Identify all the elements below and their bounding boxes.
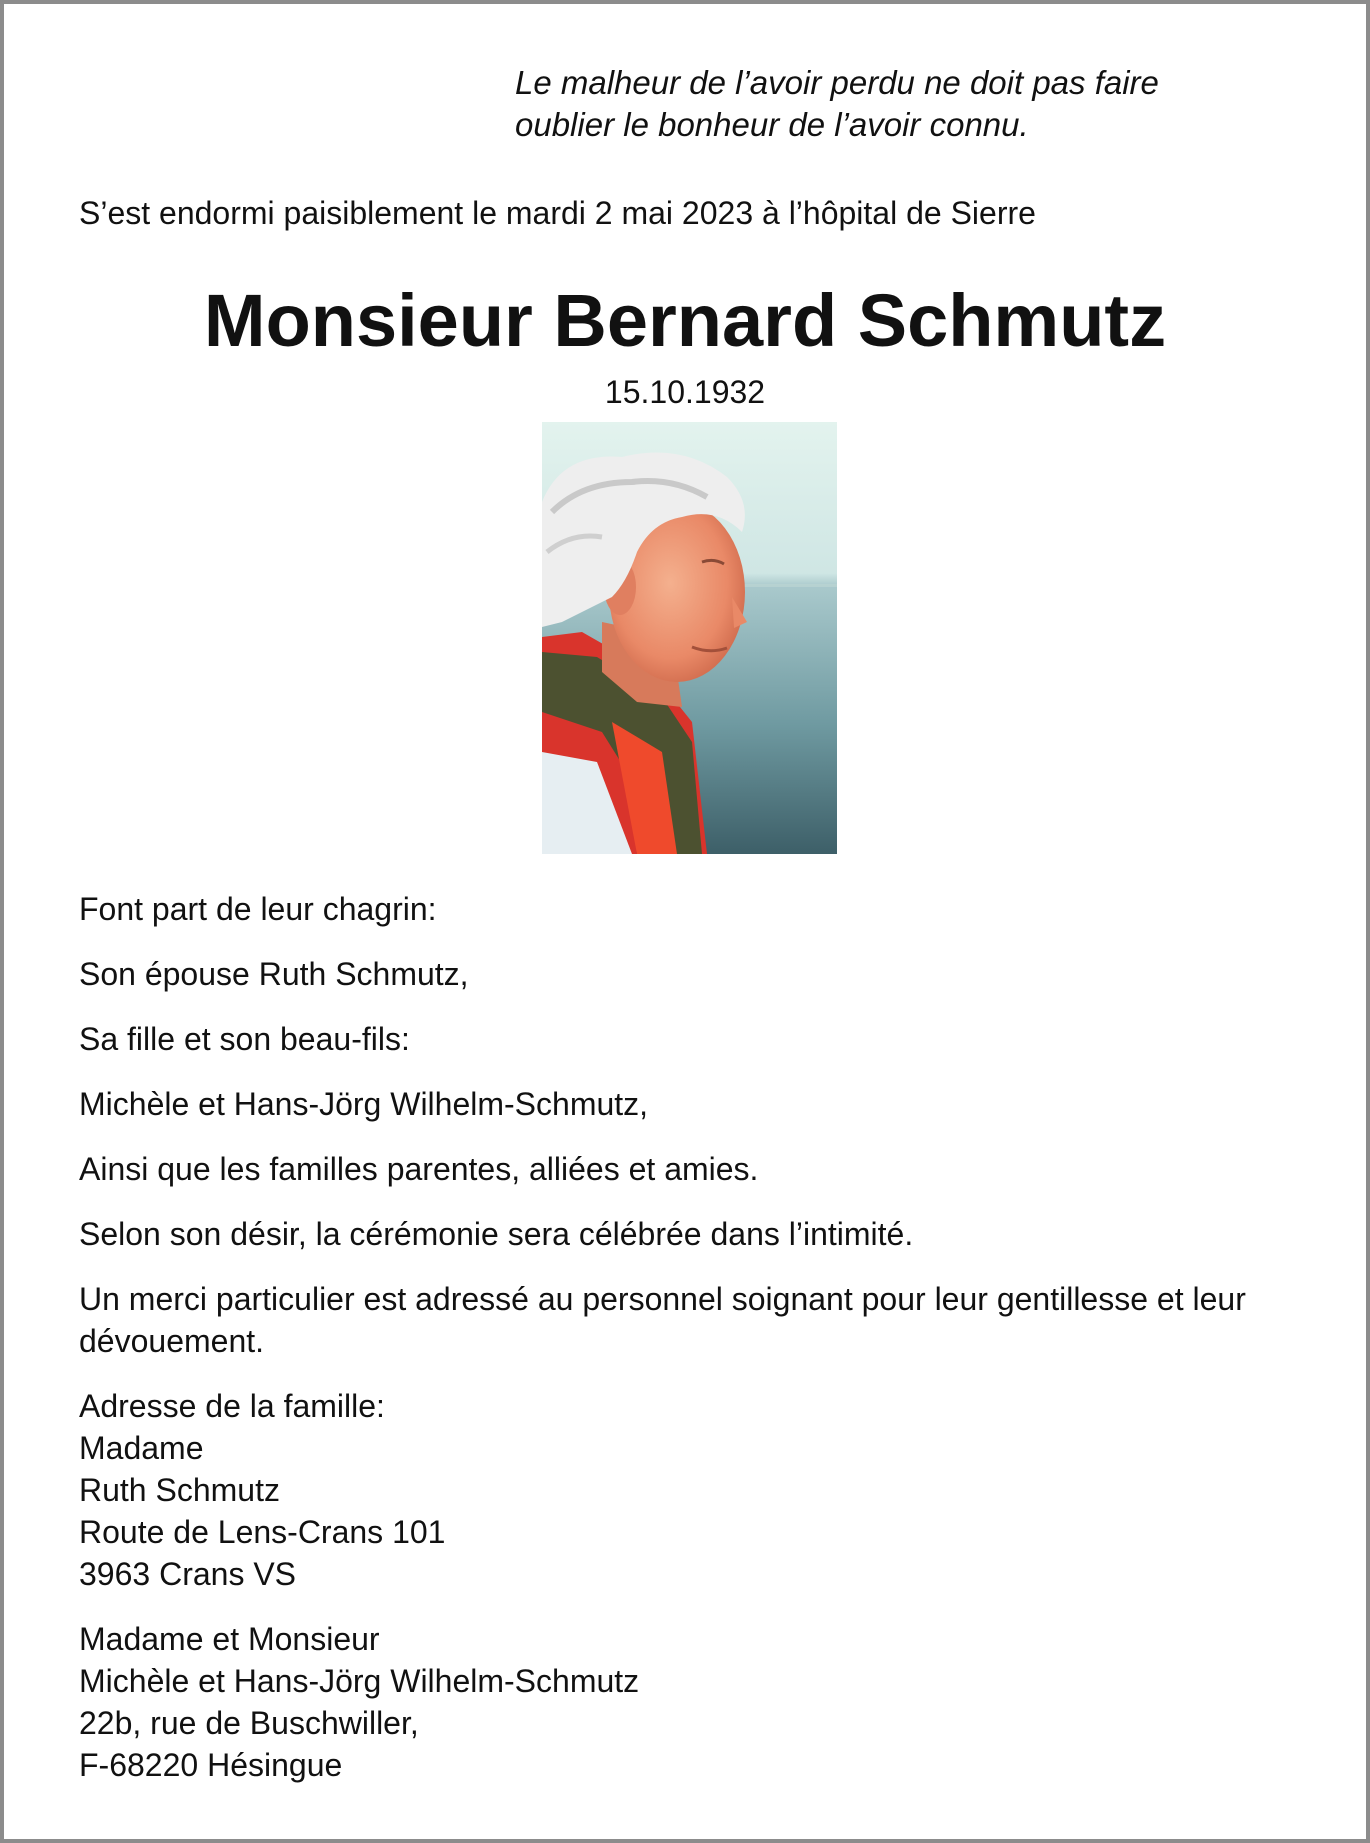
obituary-body: [79, 888, 1339, 1809]
mourning-intro: Font part de leur chagrin:: [79, 891, 437, 927]
quote-line-1: Le malheur de l’avoir perdu ne doit pas faire: [515, 64, 1159, 101]
address-heading: Adresse de la famille:: [79, 1388, 385, 1424]
address-line: Michèle et Hans-Jörg Wilhelm-Schmutz: [79, 1663, 640, 1699]
address-line: Madame: [79, 1430, 204, 1466]
death-announcement: S’est endormi paisiblement le mardi 2 mai 2023 à l’hôpital de Sierre: [79, 195, 1036, 231]
quote-line-2: oublier le bonheur de l’avoir connu.: [515, 106, 1029, 143]
family-address-2: [79, 1618, 1339, 1786]
address-line: Route de Lens-Crans 101: [79, 1514, 446, 1550]
address-line: 22b, rue de Buschwiller,: [79, 1705, 419, 1741]
portrait-image: [542, 422, 837, 854]
address-line: Madame et Monsieur: [79, 1621, 380, 1657]
thanks-line: Un merci particulier est adressé au personnel soignant pour leur gentillesse et leur dévouement.: [79, 1281, 1246, 1359]
family-address-1: [79, 1385, 1339, 1595]
birth-date: 15.10.1932: [604, 374, 766, 410]
ceremony-line: Selon son désir, la cérémonie sera célébrée dans l’intimité.: [79, 1216, 914, 1252]
deceased-name: Monsieur Bernard Schmutz: [203, 279, 1167, 362]
memorial-quote: [515, 62, 1315, 146]
daughter-names: Michèle et Hans-Jörg Wilhelm-Schmutz,: [79, 1086, 649, 1122]
daughter-intro: Sa fille et son beau-fils:: [79, 1021, 410, 1057]
address-line: 3963 Crans VS: [79, 1556, 297, 1592]
address-line: Ruth Schmutz: [79, 1472, 280, 1508]
portrait-photo: [542, 422, 837, 854]
address-line: F-68220 Hésingue: [79, 1747, 343, 1783]
families-line: Ainsi que les familles parentes, alliées et amies.: [79, 1151, 759, 1187]
spouse-line: Son épouse Ruth Schmutz,: [79, 956, 469, 992]
